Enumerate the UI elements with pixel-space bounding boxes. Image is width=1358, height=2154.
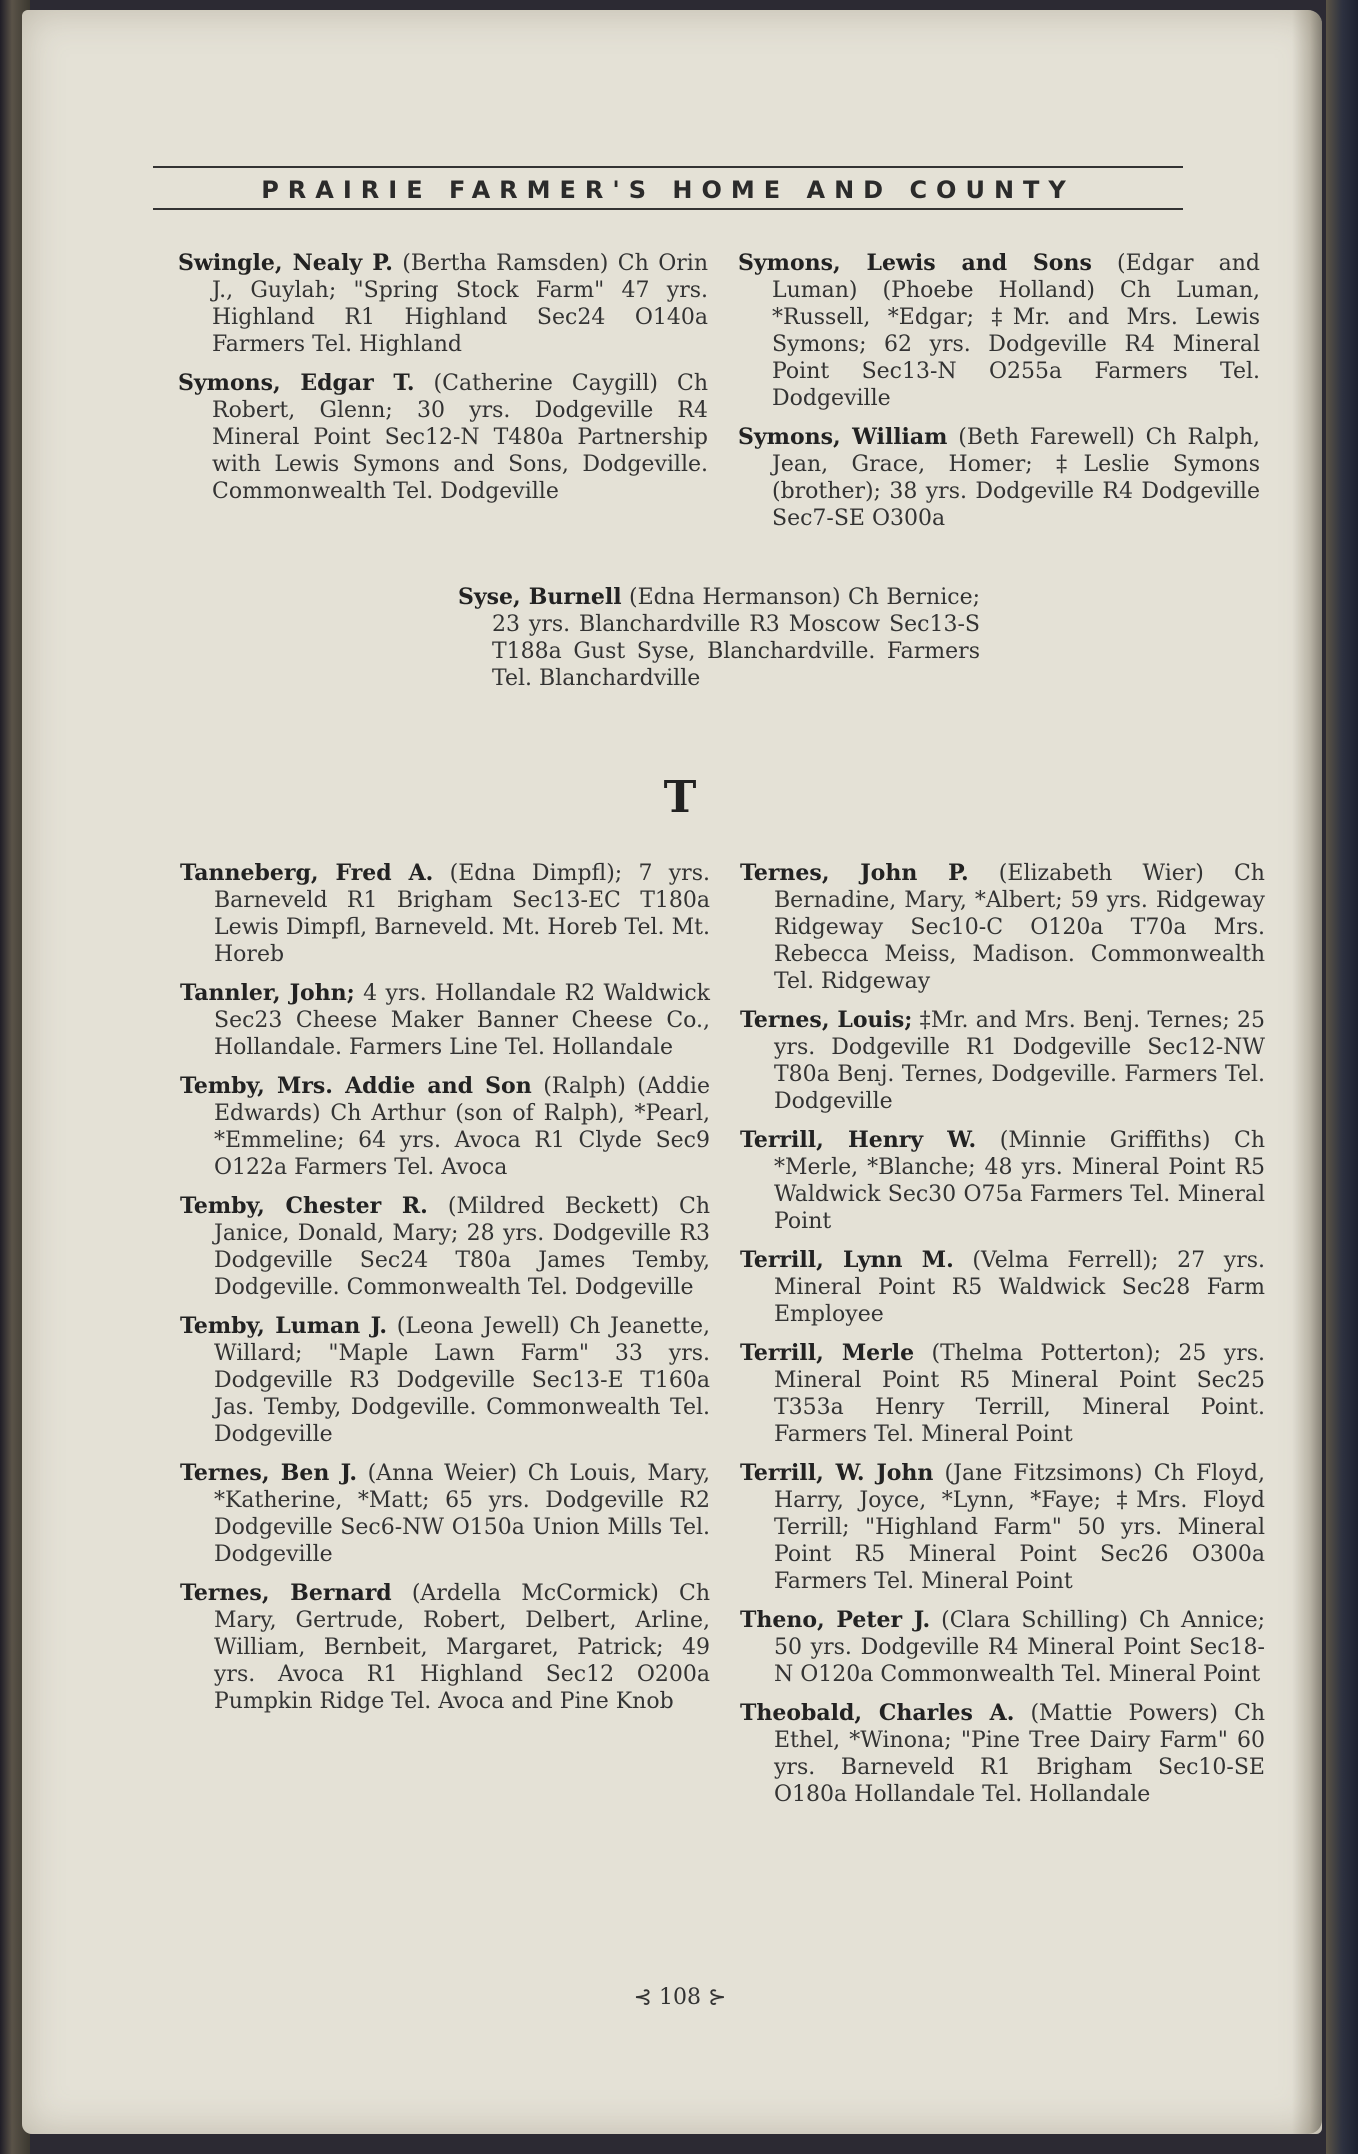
directory-entry	[740, 1247, 1265, 1328]
entry-name: Terrill, Merle	[740, 1340, 915, 1366]
directory-entry	[180, 1580, 710, 1715]
directory-entry	[740, 860, 1265, 995]
directory-entry	[738, 250, 1260, 412]
entry-name: Tanneberg, Fred A.	[180, 860, 434, 886]
column-top-right	[738, 250, 1260, 544]
entry-details: (Elizabeth Wier) Ch Bernadine, Mary, *Albert; 59 yrs. Ridgeway Ridgeway Sec10-C O120a T70a Mrs. Rebecca Meiss, Madison. Commonwealth Tel. Ridgeway	[774, 861, 1265, 994]
entry-name: Ternes, Ben J.	[180, 1460, 357, 1486]
section-letter: T	[663, 772, 697, 823]
entry-name: Symons, Edgar T.	[178, 370, 415, 396]
entry-details: (Edna Dimpfl); 7 yrs. Barneveld R1 Brigham Sec13-EC T180a Lewis Dimpfl, Barneveld. Mt. Horeb Tel. Mt. Horeb	[214, 861, 710, 967]
entry-name: Syse, Burnell	[458, 584, 622, 610]
entry-name: Tannler, John;	[180, 980, 355, 1006]
page-gutter	[1292, 10, 1322, 2134]
entry-name: Theno, Peter J.	[740, 1607, 931, 1633]
directory-entry	[740, 1007, 1265, 1115]
directory-entry	[740, 1340, 1265, 1448]
entry-name: Symons, Lewis and Sons	[738, 250, 1092, 276]
entry-details: (Catherine Caygill) Ch Robert, Glenn; 30 yrs. Dodgeville R4 Mineral Point Sec12-N T480a Partnership with Lewis Symons and Sons, Dodgeville. Commonwealth Tel. Dodgeville	[212, 371, 708, 504]
page-header: PRAIRIE FARMER'S HOME AND COUNTY	[153, 166, 1183, 210]
directory-entry	[740, 1127, 1265, 1235]
directory-entry	[178, 370, 708, 505]
entry-details: (Ardella McCormick) Ch Mary, Gertrude, Robert, Delbert, Arline, William, Bernbeit, Margaret, Patrick; 49 yrs. Avoca R1 Highland Sec12 O200a Pumpkin Ridge Tel. Avoca and Pine Knob	[214, 1581, 710, 1714]
directory-entry	[738, 424, 1260, 532]
column-bottom-left	[180, 860, 710, 1727]
entry-details: ‡Mr. and Mrs. Benj. Ternes; 25 yrs. Dodgeville R1 Dodgeville Sec12-NW T80a Benj. Ternes, Dodgeville. Farmers Tel. Dodgeville	[774, 1008, 1265, 1114]
directory-entry	[740, 1607, 1265, 1688]
directory-entry	[180, 1313, 710, 1448]
directory-entry	[178, 250, 708, 358]
entry-details: (Ralph) (Addie Edwards) Ch Arthur (son of Ralph), *Pearl, *Emmeline; 64 yrs. Avoca R1 Clyde Sec9 O122a Farmers Tel. Avoca	[214, 1074, 710, 1180]
page-number: ⊰ 108 ⊱	[633, 1985, 727, 2010]
entry-details: (Bertha Ramsden) Ch Orin J., Guylah; "Spring Stock Farm" 47 yrs. Highland R1 Highland Sec24 O140a Farmers Tel. Highland	[212, 251, 708, 357]
directory-entry	[180, 980, 710, 1061]
entry-details: (Clara Schilling) Ch Annice; 50 yrs. Dodgeville R4 Mineral Point Sec18-N O120a Commonwealth Tel. Mineral Point	[774, 1608, 1265, 1687]
directory-entry	[180, 1460, 710, 1568]
directory-entry	[458, 584, 980, 692]
entry-name: Ternes, John P.	[740, 860, 969, 886]
entry-name: Symons, William	[738, 424, 948, 450]
directory-entry	[180, 1193, 710, 1301]
directory-entry	[180, 860, 710, 968]
entry-name: Terrill, Lynn M.	[740, 1247, 954, 1273]
entry-name: Ternes, Bernard	[180, 1580, 392, 1606]
entry-name: Swingle, Nealy P.	[178, 250, 393, 276]
entry-name: Temby, Luman J.	[180, 1313, 388, 1339]
entry-details: 4 yrs. Hollandale R2 Waldwick Sec23 Cheese Maker Banner Cheese Co., Hollandale. Farmers Line Tel. Hollandale	[214, 981, 710, 1060]
entry-details: (Jane Fitzsimons) Ch Floyd, Harry, Joyce, *Lynn, *Faye; ‡Mrs. Floyd Terrill; "Highland Farm" 50 yrs. Mineral Point R5 Mineral Point Sec26 O300a Farmers Tel. Mineral Point	[774, 1461, 1265, 1594]
column-top-left	[178, 250, 708, 517]
column-center	[458, 584, 980, 704]
entry-details: (Edna Hermanson) Ch Bernice; 23 yrs. Blanchardville R3 Moscow Sec13-S T188a Gust Syse, Blanchardville. Farmers Tel. Blanchardville	[492, 585, 980, 691]
entry-name: Temby, Chester R.	[180, 1193, 428, 1219]
directory-entry	[740, 1460, 1265, 1595]
directory-entry	[740, 1700, 1265, 1808]
entry-details: (Velma Ferrell); 27 yrs. Mineral Point R5 Waldwick Sec28 Farm Employee	[774, 1248, 1265, 1327]
entry-name: Terrill, W. John	[740, 1460, 934, 1486]
entry-details: (Leona Jewell) Ch Jeanette, Willard; "Maple Lawn Farm" 33 yrs. Dodgeville R3 Dodgeville Sec13-E T160a Jas. Temby, Dodgeville. Commonwealth Tel. Dodgeville	[214, 1314, 710, 1447]
column-bottom-right	[740, 860, 1265, 1820]
entry-details: (Anna Weier) Ch Louis, Mary, *Katherine, *Matt; 65 yrs. Dodgeville R2 Dodgeville Sec6-NW O150a Union Mills Tel. Dodgeville	[214, 1461, 710, 1567]
book-binding-right	[1326, 0, 1358, 2154]
entry-name: Temby, Mrs. Addie and Son	[180, 1073, 532, 1099]
entry-name: Ternes, Louis;	[740, 1007, 913, 1033]
entry-name: Terrill, Henry W.	[740, 1127, 977, 1153]
entry-details: (Minnie Griffiths) Ch *Merle, *Blanche; 48 yrs. Mineral Point R5 Waldwick Sec30 O75a Farmers Tel. Mineral Point	[774, 1128, 1265, 1234]
entry-details: (Mattie Powers) Ch Ethel, *Winona; "Pine Tree Dairy Farm" 60 yrs. Barneveld R1 Brigham Sec10-SE O180a Hollandale Tel. Hollandale	[774, 1701, 1265, 1807]
directory-entry	[180, 1073, 710, 1181]
entry-details: (Beth Farewell) Ch Ralph, Jean, Grace, Homer; ‡Leslie Symons (brother); 38 yrs. Dodgeville R4 Dodgeville Sec7-SE O300a	[772, 425, 1260, 531]
entry-details: (Mildred Beckett) Ch Janice, Donald, Mary; 28 yrs. Dodgeville R3 Dodgeville Sec24 T80a James Temby, Dodgeville. Commonwealth Tel. Dodgeville	[214, 1194, 710, 1300]
entry-details: (Edgar and Luman) (Phoebe Holland) Ch Luman, *Russell, *Edgar; ‡Mr. and Mrs. Lewis Symons; 62 yrs. Dodgeville R4 Mineral Point Sec13-N O255a Farmers Tel. Dodgeville	[772, 251, 1261, 411]
entry-details: (Thelma Potterton); 25 yrs. Mineral Point R5 Mineral Point Sec25 T353a Henry Terrill, Mineral Point. Farmers Tel. Mineral Point	[774, 1341, 1266, 1447]
entry-name: Theobald, Charles A.	[740, 1700, 1015, 1726]
